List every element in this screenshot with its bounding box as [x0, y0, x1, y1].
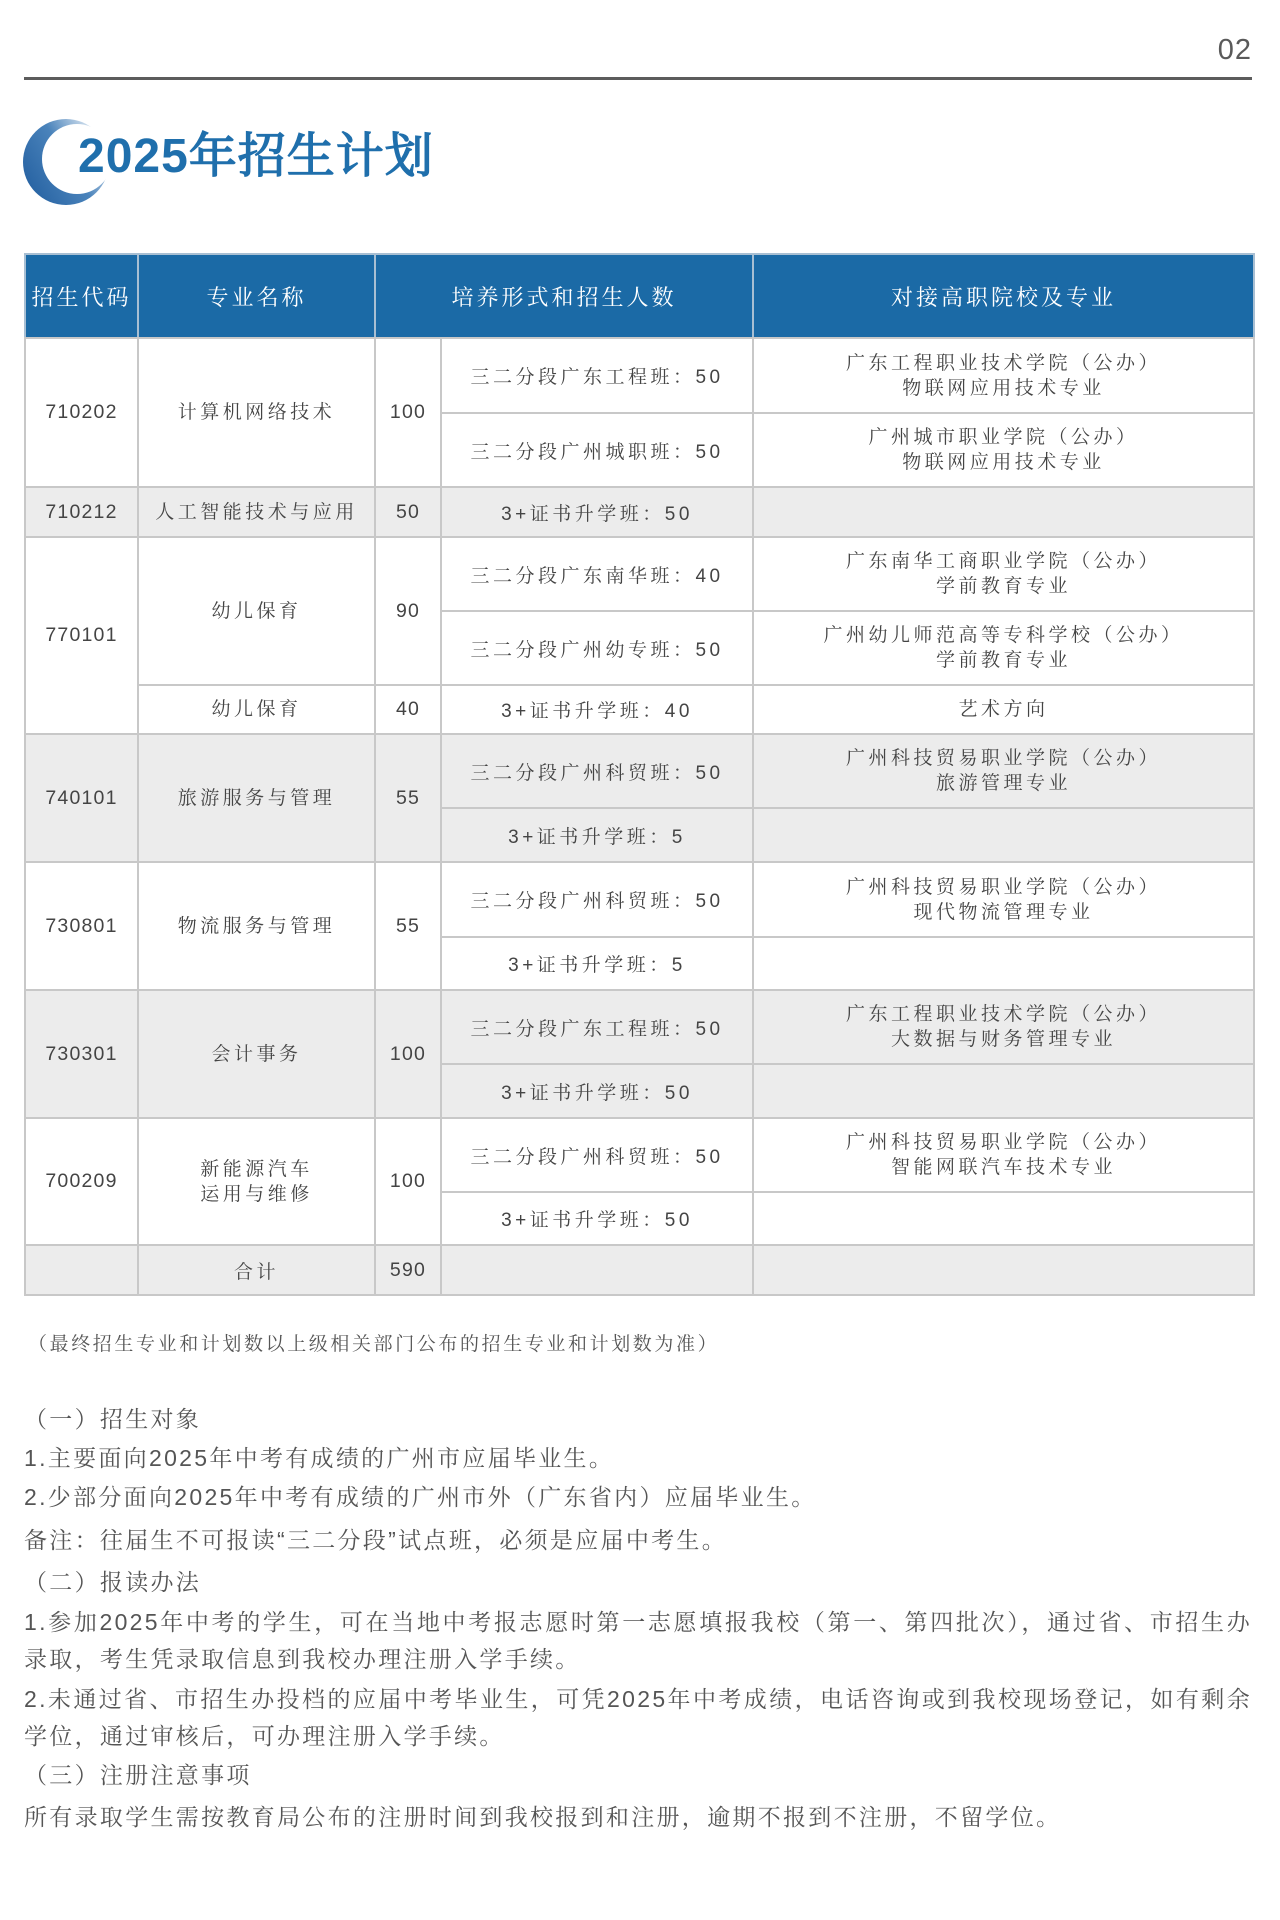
- section-remark: 备注：往届生不可报读“三二分段”试点班，必须是应届中考生。: [24, 1527, 728, 1553]
- form-cell: 三二分段广州科贸班：50: [441, 734, 753, 808]
- partner-cell: [753, 1064, 1254, 1118]
- partner-school: 广东工程职业技术学院（公办）: [846, 1004, 1162, 1025]
- form-cell: [441, 1245, 753, 1295]
- grand-total: 590: [375, 1245, 441, 1295]
- partner-school: 广州科技贸易职业学院（公办）: [846, 748, 1162, 769]
- partner-cell: [753, 537, 1254, 611]
- form-cell: 3+证书升学班：50: [441, 487, 753, 537]
- partner-cell: [753, 1245, 1254, 1295]
- code-cell: 710202: [25, 338, 138, 487]
- form-cell: 3+证书升学班：5: [441, 808, 753, 862]
- form-cell: 三二分段广州科贸班：50: [441, 1118, 753, 1192]
- total-cell: 100: [375, 990, 441, 1118]
- partner-cell: [753, 685, 1254, 734]
- table-row: [25, 338, 1254, 413]
- partner-cell: [753, 413, 1254, 487]
- table-row: [25, 537, 1254, 611]
- form-cell: 三二分段广东工程班：50: [441, 990, 753, 1064]
- table-row: [25, 862, 1254, 937]
- major-name: 幼儿保育: [211, 699, 302, 720]
- form-cell: 三二分段广东工程班：50: [441, 338, 753, 413]
- code-cell: [25, 1245, 138, 1295]
- form-cell: 三二分段广州科贸班：50: [441, 862, 753, 937]
- total-cell: 50: [375, 487, 441, 537]
- major-cell: [138, 537, 375, 685]
- major-name: 计算机网络技术: [177, 402, 336, 423]
- partner-major: 大数据与财务管理专业: [891, 1029, 1117, 1050]
- header-partner: 对接高职院校及专业: [753, 254, 1254, 338]
- partner-major: 学前教育专业: [936, 650, 1072, 671]
- partner-school: 广州幼儿师范高等专科学校（公办）: [823, 625, 1184, 646]
- form-cell: 三二分段广州城职班：50: [441, 413, 753, 487]
- header-major: 专业名称: [138, 254, 375, 338]
- section-heading-registration: （三）注册注意事项: [24, 1762, 252, 1788]
- partner-cell: [753, 734, 1254, 808]
- partner-school: 广东南华工商职业学院（公办）: [846, 551, 1162, 572]
- total-cell: 100: [375, 338, 441, 487]
- table-header-row: [25, 254, 1254, 338]
- header-form: 培养形式和招生人数: [375, 254, 753, 338]
- code-cell: 700209: [25, 1118, 138, 1245]
- partner-cell: [753, 862, 1254, 937]
- partner-major: 现代物流管理专业: [913, 901, 1094, 923]
- header-code: 招生代码: [25, 254, 138, 338]
- major-cell: [138, 862, 375, 990]
- table-row: [25, 990, 1254, 1064]
- major-name: 人工智能技术与应用: [155, 501, 358, 523]
- major-name: 旅游服务与管理: [177, 787, 336, 809]
- form-cell: 三二分段广州幼专班：50: [441, 611, 753, 685]
- major-cell: [138, 685, 375, 734]
- partner-school: 广州城市职业学院（公办）: [868, 427, 1139, 448]
- section-paragraph: 2.少部分面向2025年中考有成绩的广州市外（广东省内）应届毕业生。: [24, 1484, 817, 1510]
- major-name-line-2: 运用与维修: [200, 1183, 313, 1205]
- partner-cell: [753, 937, 1254, 990]
- enrollment-plan-table: [24, 253, 1255, 1296]
- section-paragraph: 1.参加2025年中考的学生，可在当地中考报志愿时第一志愿填报我校（第一、第四批次），通过省、市招生办录取，考生凭录取信息到我校办理注册入学手续。: [24, 1609, 1252, 1672]
- major-name: 物流服务与管理: [177, 915, 336, 937]
- enrollment-notes: [24, 1401, 1252, 1836]
- section-heading-targets: （一）招生对象: [24, 1406, 202, 1432]
- code-cell: 770101: [25, 537, 138, 734]
- major-cell: [138, 338, 375, 487]
- total-cell: 55: [375, 734, 441, 862]
- form-cell: 3+证书升学班：5: [441, 937, 753, 990]
- partner-school: 广东工程职业技术学院（公办）: [846, 352, 1162, 374]
- partner-cell: [753, 808, 1254, 862]
- partner-major: 旅游管理专业: [936, 773, 1072, 794]
- form-cell: 三二分段广东南华班：40: [441, 537, 753, 611]
- form-cell: 3+证书升学班：40: [441, 685, 753, 734]
- code-cell: 740101: [25, 734, 138, 862]
- table-row: [25, 1118, 1254, 1192]
- total-cell: 90: [375, 537, 441, 685]
- total-label: 合计: [138, 1245, 375, 1295]
- partner-major: 智能网联汽车技术专业: [891, 1157, 1117, 1178]
- code-cell: 710212: [25, 487, 138, 537]
- partner-cell: [753, 487, 1254, 537]
- section-heading-application: （二）报读办法: [24, 1569, 202, 1595]
- major-name: 幼儿保育: [211, 600, 302, 622]
- partner-major: 学前教育专业: [936, 576, 1072, 597]
- partner-cell: [753, 990, 1254, 1064]
- total-row: [25, 1245, 1254, 1295]
- major-cell: [138, 1118, 375, 1245]
- page-number: 02: [1217, 34, 1252, 66]
- total-cell: 100: [375, 1118, 441, 1245]
- table-row: [25, 734, 1254, 808]
- table-row: [25, 685, 1254, 734]
- section-paragraph: 1.主要面向2025年中考有成绩的广州市应届毕业生。: [24, 1445, 615, 1471]
- total-cell: 55: [375, 862, 441, 990]
- partner-major: 物联网应用技术专业: [902, 452, 1105, 473]
- code-cell: 730801: [25, 862, 138, 990]
- partner-cell: [753, 1192, 1254, 1245]
- section-paragraph: 所有录取学生需按教育局公布的注册时间到我校报到和注册，逾期不报到不注册，不留学位。: [24, 1804, 1062, 1830]
- partner-cell: [753, 611, 1254, 685]
- title-block: [22, 117, 482, 209]
- major-cell: [138, 487, 375, 537]
- table-row: [25, 487, 1254, 537]
- partner-school: 广州科技贸易职业学院（公办）: [846, 876, 1162, 898]
- form-cell: 3+证书升学班：50: [441, 1064, 753, 1118]
- major-name-line-1: 新能源汽车: [200, 1158, 313, 1180]
- partner-major: 物联网应用技术专业: [902, 377, 1105, 399]
- partner-school: 广州科技贸易职业学院（公办）: [846, 1132, 1162, 1153]
- major-name: 会计事务: [211, 1043, 302, 1065]
- total-cell: 40: [375, 685, 441, 734]
- section-paragraph: 2.未通过省、市招生办投档的应届中考毕业生，可凭2025年中考成绩，电话咨询或到我校现场登记，如有剩余学位，通过审核后，可办理注册入学手续。: [24, 1686, 1252, 1749]
- partner-cell: [753, 1118, 1254, 1192]
- partner-direction: 艺术方向: [958, 699, 1049, 720]
- partner-cell: [753, 338, 1254, 413]
- table-footnote: （最终招生专业和计划数以上级相关部门公布的招生专业和计划数为准）: [28, 1334, 720, 1355]
- header-divider: [24, 77, 1252, 80]
- code-cell: 730301: [25, 990, 138, 1118]
- major-cell: [138, 990, 375, 1118]
- form-cell: 3+证书升学班：50: [441, 1192, 753, 1245]
- major-cell: [138, 734, 375, 862]
- page-title: 2025年招生计划: [78, 130, 434, 183]
